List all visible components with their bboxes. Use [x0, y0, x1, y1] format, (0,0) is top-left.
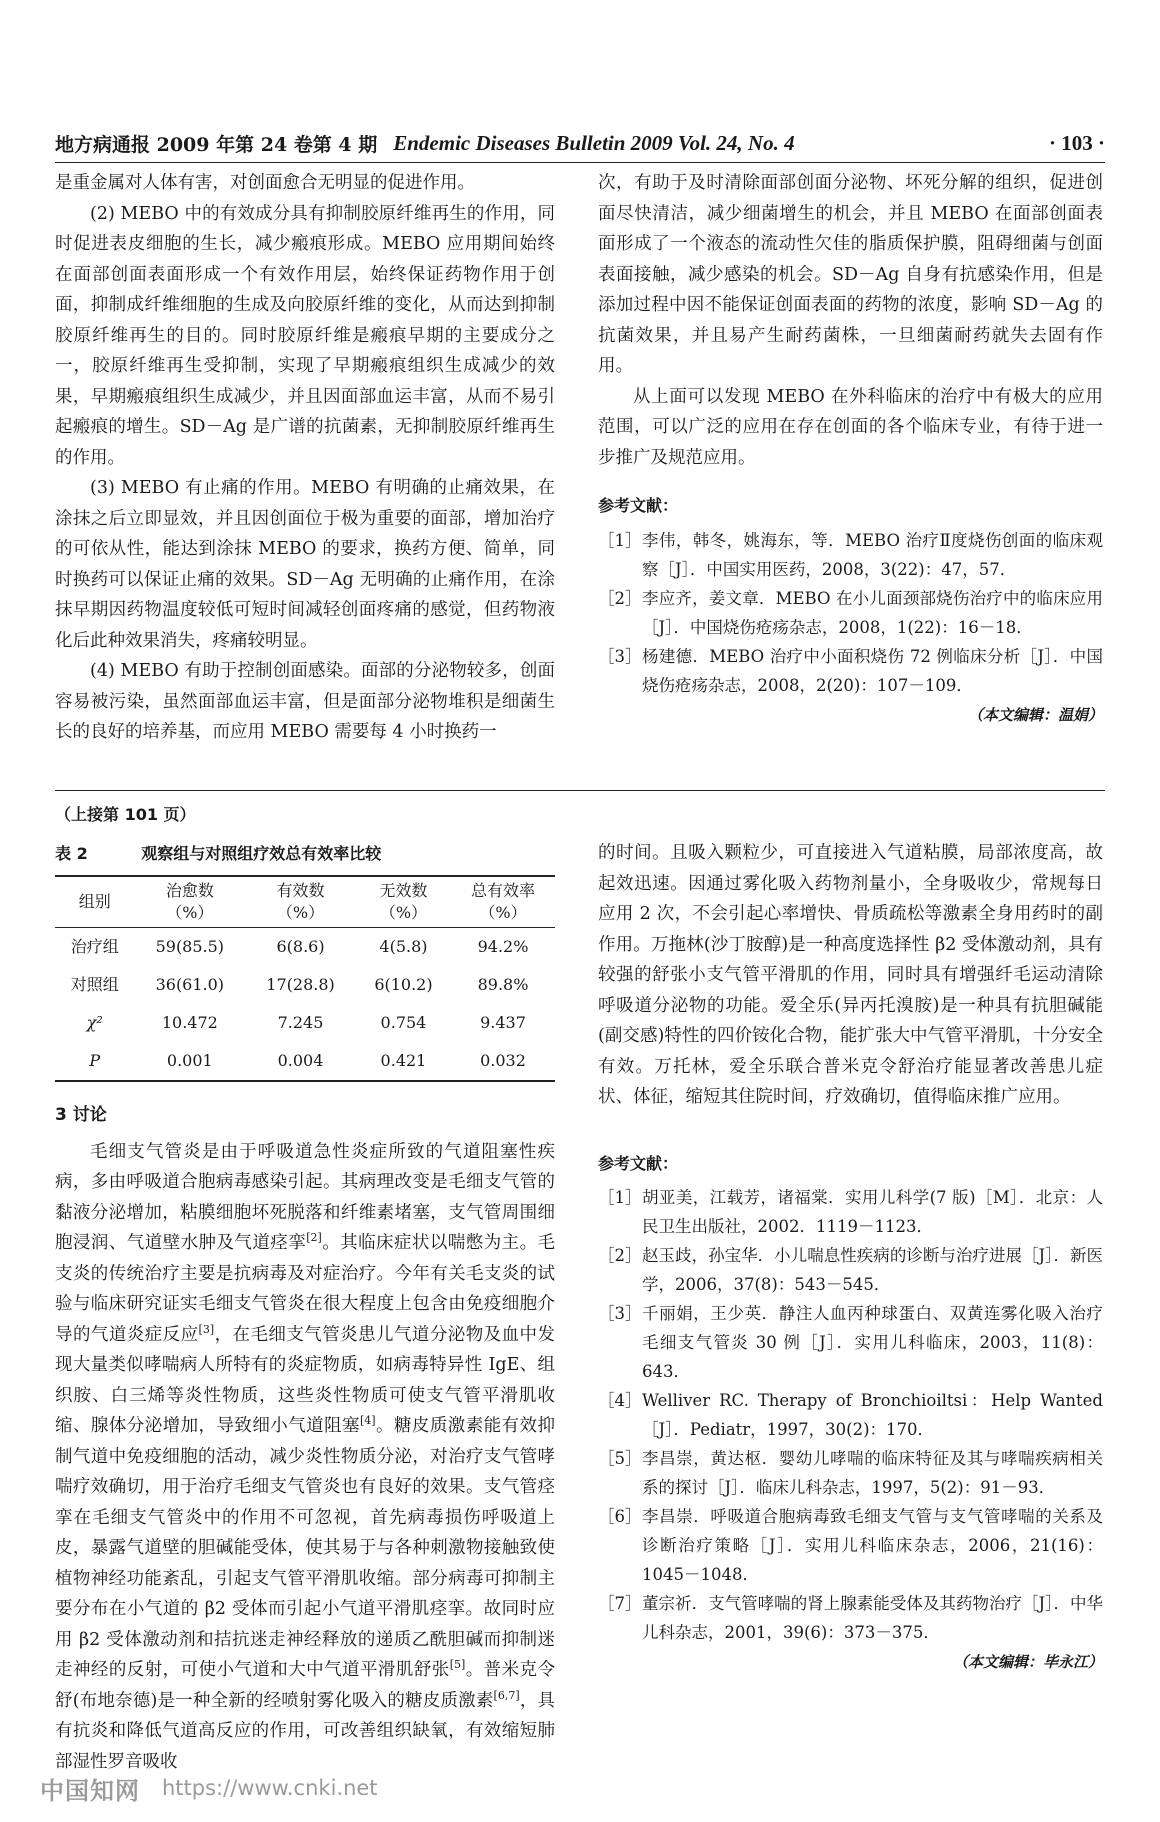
reference-item: ［7］ 董宗祈．支气管哮喘的肾上腺素能受体及其药物治疗［J］．中华儿科杂志，2001，39(6)：373－375． — [598, 1594, 1103, 1642]
table-cell: χ² — [86, 1013, 103, 1032]
cnki-url[interactable]: https://www.cnki.net — [162, 1776, 378, 1800]
reference-item: ［4］ Welliver RC. Therapy of Bronchioiltsi：Help Wanted［J］．Pediatr，1997，30(2)：170． — [598, 1391, 1103, 1439]
table-header-row — [55, 876, 555, 928]
reference-item: ［3］ 千丽娟，王少英．静注人血丙种球蛋白、双黄连雾化吸入治疗毛细支气管炎 30 例［J］．实用儿科临床，2003，11(8)：643． — [598, 1304, 1103, 1381]
table-header-cell: 有效数 （%） — [276, 881, 325, 922]
references-heading: 参考文献： — [598, 496, 679, 515]
table-row — [55, 1042, 555, 1081]
reference-item: ［1］ 李伟，韩冬，姚海东，等．MEBO 治疗Ⅱ度烧伤创面的临床观察［J］．中国实用医药，2008，3(22)：47，57． — [598, 530, 1103, 579]
reference-item: ［5］ 李昌崇，黄达枢．婴幼儿哮喘的临床特征及其与哮喘疾病相关系的探讨［J］．临床儿科杂志，1997，5(2)：91－93． — [598, 1449, 1103, 1497]
table-cell: 0.032 — [480, 1051, 526, 1070]
paragraph: 次，有助于及时清除面部创面分泌物、坏死分解的组织，促进创面尽快清洁，减少细菌增生的机会，并且 MEBO 在面部创面表面形成了一个液态的流动性欠佳的脂质保护膜，阻碍细菌与创面表面接触，减少感染的机会。SD－Ag 自身有抗感染作用，但是添加过程中因不能保证创面表面的药物的浓度，影响 SD－Ag 的抗菌效果，并且易产生耐药菌株，一旦细菌耐药就失去固有作用。 — [598, 173, 1103, 376]
table-header-cell: 组别 — [78, 892, 111, 911]
header-rule — [55, 162, 1105, 163]
table-cell: 94.2% — [477, 937, 529, 956]
paragraph: (2) MEBO 中的有效成分具有抑制胶原纤维再生的作用，同时促进表皮细胞的生长，减少瘢痕形成。MEBO 应用期间始终在面部创面表面形成一个有效作用层，始终保证药物作用于创面，抑制成纤维细胞的生成及向胶原纤维的变化，从而达到抑制胶原纤维再生的目的。同时胶原纤维是瘢痕早期的主要成分之一，胶原纤维再生受抑制，实现了早期瘢痕组织生成减少的效果，早期瘢痕组织生成减少，并且因面部血运丰富，从而不易引起瘢痕的增生。SD－Ag 是广谱的抗菌素，无抑制胶原纤维再生的作用。 — [55, 203, 555, 468]
table-row — [55, 928, 555, 967]
table-header-cell: 总有效率 （%） — [471, 881, 536, 922]
table-cell: 治疗组 — [70, 937, 119, 956]
table-cell: 对照组 — [70, 975, 119, 994]
reference-item: ［2］ 赵玉歧，孙宝华．小儿喘息性疾病的诊断与治疗进展［J］．新医学，2006，37(8)：543－545． — [598, 1246, 1103, 1294]
cnki-brand: 中国知网 — [40, 1776, 140, 1805]
table-row — [55, 1004, 555, 1042]
table-cell: 6(10.2) — [374, 975, 433, 994]
upper-right-column — [598, 168, 1103, 730]
table-cell: 10.472 — [161, 1013, 218, 1032]
lower-right-column — [598, 838, 1103, 1678]
reference-item: ［1］ 胡亚美，江载芳，诸福棠．实用儿科学(7 版)［M］．北京：人民卫生出版社，2002．1119－1123． — [598, 1188, 1103, 1236]
paragraph: 从上面可以发现 MEBO 在外科临床的治疗中有极大的应用范围，可以广泛的应用在存在创面的各个临床专业，有待于进一步推广及规范应用。 — [598, 386, 1103, 468]
table-row — [55, 966, 555, 1004]
table-caption — [55, 839, 555, 870]
references-heading: 参考文献： — [598, 1153, 679, 1173]
table-title: 观察组与对照组疗效总有效率比较 — [141, 843, 382, 863]
table-cell: 0.754 — [380, 1013, 427, 1032]
table-header-cell: 无效数 （%） — [379, 881, 428, 922]
table-cell: 59(85.5) — [155, 937, 225, 956]
table-cell: 89.8% — [477, 975, 529, 994]
paragraph: 是重金属对人体有害，对创面愈合无明显的促进作用。 — [55, 173, 475, 193]
table-number: 表 2 — [55, 843, 88, 863]
table-header-cell: 治愈数 （%） — [165, 881, 214, 922]
table-cell: 0.004 — [277, 1051, 324, 1070]
table-cell: 6(8.6) — [276, 937, 325, 956]
footer-watermark — [40, 1768, 378, 1808]
reference-item: ［2］ 李应齐，姜文章．MEBO 在小儿面颈部烧伤治疗中的临床应用［J］．中国烧伤疮疡杂志，2008，1(22)：16－18． — [598, 588, 1103, 637]
reference-item: ［3］ 杨建德．MEBO 治疗中小面积烧伤 72 例临床分析［J］．中国烧伤疮疡杂志，2008，2(20)：107－109． — [598, 646, 1103, 695]
table-cell: 17(28.8) — [266, 975, 335, 994]
table-cell: P — [89, 1051, 101, 1070]
page-number: · 103 · — [1048, 130, 1105, 155]
table-cell: 9.437 — [480, 1013, 526, 1032]
paragraph: 的时间。且吸入颗粒少，可直接进入气道粘膜，局部浓度高，故起效迅速。因通过雾化吸入药物剂量小，全身吸收少，常规每日应用 2 次，不会引起心率增快、骨质疏松等激素全身用药时的副作用。万拖林(沙丁胺醇)是一种高度选择性 β2 受体激动剂，具有较强的舒张小支气管平滑肌的作用，同时具有增强纤毛运动清除呼吸道分泌物的功能。爱全乐(异丙托溴胺)是一种具有抗胆碱能(副交感)特性的四价铵化合物，能扩张大中气管平滑肌，十分安全有效。万托林，爱全乐联合普米克令舒治疗能显著改善患儿症状、体征，缩短其住院时间，疗效确切，值得临床推广应用。 — [598, 843, 1103, 1107]
table-cell: 4(5.8) — [379, 937, 428, 956]
table-cell: 7.245 — [277, 1013, 324, 1032]
table-cell: 0.001 — [166, 1051, 213, 1070]
reference-item: ［6］ 李昌崇．呼吸道合胞病毒致毛细支气管与支气管哮喘的关系及诊断治疗策略［J］．实用儿科临床杂志，2006，21(16)：1045－1048． — [598, 1507, 1103, 1584]
running-header — [55, 126, 1105, 160]
section-divider — [55, 790, 1105, 791]
table-cell: 0.421 — [380, 1051, 427, 1070]
results-table — [55, 875, 555, 1082]
section-heading: 3 讨论 — [55, 1105, 107, 1125]
journal-title-cn: 地方病通报 2009 年第 24 卷第 4 期 — [55, 133, 378, 156]
paragraph: 毛细支气管炎是由于呼吸道急性炎症所致的气道阻塞性疾病，多由呼吸道合胞病毒感染引起。其病理改变是毛细支气管的黏液分泌增加，粘膜细胞坏死脱落和纤维素堵塞，支气管周围细胞浸润、气道壁水肿及气道痉挛[2]。其临床症状以喘憋为主。毛支炎的传统治疗主要是抗病毒及对症治疗。今年有关毛支炎的试验与临床研究证实毛细支气管炎在很大程度上包含由免疫细胞介导的气道炎症反应[3]，在毛细支气管炎患儿气道分泌物及血中发现大量类似哮喘病人所特有的炎症物质，如病毒特异性 IgE、组织胺、白三烯等炎性物质，这些炎性物质可使支气管平滑肌收缩、腺体分泌增加，导致细小气道阻塞[4]。糖皮质激素能有效抑制气道中免疫细胞的活动，减少炎性物质分泌，对治疗支气管哮喘疗效确切，用于治疗毛细支气管炎也有良好的效果。支气管痉挛在毛细支气管炎中的作用不可忽视，首先病毒损伤呼吸道上皮，暴露气道壁的胆碱能受体，使其易于与各种刺激物接触致使植物神经功能紊乱，引起支气管平滑肌收缩。部分病毒可抑制主要分布在小气道的 β2 受体而引起小气道平滑肌痉挛。故同时应用 β2 受体激动剂和拮抗迷走神经释放的递质乙酰胆碱而抑制迷走神经的反射，可使小气道和大中气道平滑肌舒张[5]。普米克令舒(布地奈德)是一种全新的经喷射雾化吸入的糖皮质激素[6,7]，具有抗炎和降低气道高反应的作用，可改善组织缺氧，有效缩短肺部湿性罗音吸收 — [55, 1141, 556, 1772]
journal-title-en: Endemic Diseases Bulletin 2009 Vol. 24, No. 4 — [393, 130, 795, 155]
upper-left-column — [55, 168, 555, 748]
editor-note: （本文编辑：毕永江） — [952, 1653, 1103, 1671]
lower-left-column — [55, 800, 555, 1777]
paragraph: (3) MEBO 有止痛的作用。MEBO 有明确的止痛效果，在涂抹之后立即显效，并且因创面位于极为重要的面部，增加治疗的可依从性，能达到涂抹 MEBO 的要求，换药方便、简单，同时换药可以保证止痛的效果。SD－Ag 无明确的止痛作用，在涂抹早期因药物温度较低可短时间减轻创面疼痛的感觉，但药物液化后此种效果消失，疼痛较明显。 — [55, 478, 555, 651]
table-cell: 36(61.0) — [155, 975, 225, 994]
paragraph: (4) MEBO 有助于控制创面感染。面部的分泌物较多，创面容易被污染，虽然面部血运丰富，但是面部分泌物堆积是细菌生长的良好的培养基，而应用 MEBO 需要每 4 小时换药一 — [55, 661, 555, 742]
editor-note: （本文编辑：温娟） — [967, 705, 1103, 724]
continued-label: （上接第 101 页） — [55, 805, 196, 824]
